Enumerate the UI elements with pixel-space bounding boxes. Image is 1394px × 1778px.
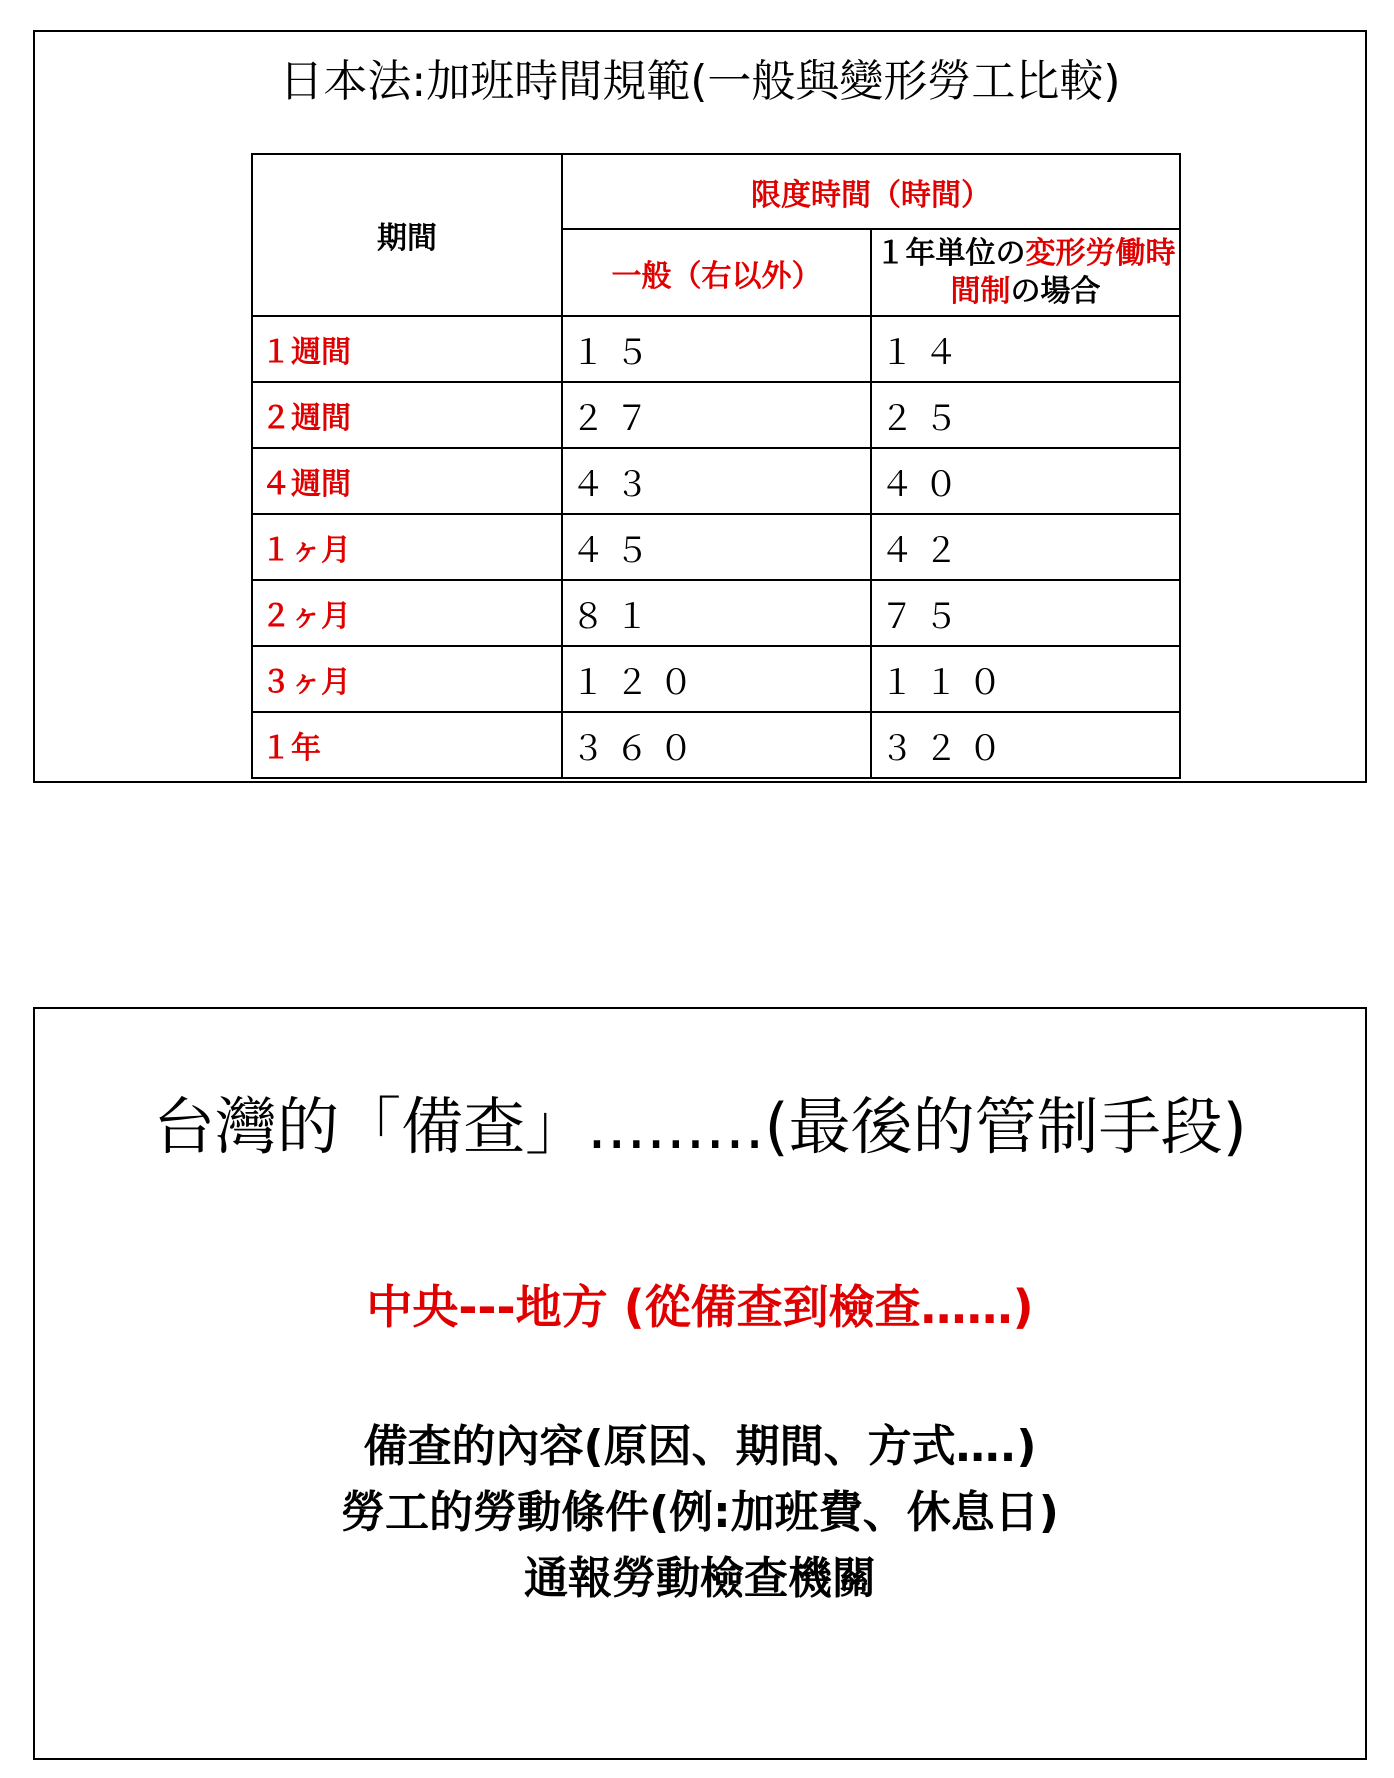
general-hours-cell: ４３ bbox=[562, 448, 871, 514]
variable-hours-cell: １４ bbox=[871, 316, 1180, 382]
list-item: 備查的內容(原因、期間、方式….) bbox=[363, 1421, 1037, 1472]
slide-taiwan-filing bbox=[33, 1007, 1367, 1760]
variable-hours-cell: １１０ bbox=[871, 646, 1180, 712]
slide2-bullet-list bbox=[35, 1414, 1365, 1612]
table-row bbox=[252, 712, 1180, 778]
period-cell: １週間 bbox=[252, 316, 562, 382]
period-cell: １ヶ月 bbox=[252, 514, 562, 580]
period-cell: １年 bbox=[252, 712, 562, 778]
variable-hours-cell: ４２ bbox=[871, 514, 1180, 580]
slide1-title: 日本法:加班時間規範(一般與變形勞工比較) bbox=[279, 56, 1121, 107]
variable-hours-cell: ４０ bbox=[871, 448, 1180, 514]
table-row bbox=[252, 316, 1180, 382]
header-limit-hours: 限度時間（時間） bbox=[562, 154, 1180, 229]
header-variable-part3: の場合 bbox=[1010, 273, 1101, 309]
slide-japan-overtime bbox=[33, 30, 1367, 783]
period-cell: ３ヶ月 bbox=[252, 646, 562, 712]
header-variable-part2: 変形労働時間制 bbox=[950, 235, 1176, 309]
overtime-limits-table bbox=[251, 153, 1181, 779]
variable-hours-cell: ３２０ bbox=[871, 712, 1180, 778]
slide2-subtitle: 中央---地方 (從備查到檢查……) bbox=[366, 1280, 1034, 1334]
slide2-title: 台灣的「備查」.........(最後的管制手段) bbox=[153, 1090, 1247, 1163]
variable-hours-cell: ７５ bbox=[871, 580, 1180, 646]
general-hours-cell: ４５ bbox=[562, 514, 871, 580]
list-item: 勞工的勞動條件(例:加班費、休息日) bbox=[341, 1487, 1059, 1538]
general-hours-cell: ８１ bbox=[562, 580, 871, 646]
table-row bbox=[252, 580, 1180, 646]
general-hours-cell: ２７ bbox=[562, 382, 871, 448]
table-row bbox=[252, 448, 1180, 514]
period-cell: ２ヶ月 bbox=[252, 580, 562, 646]
general-hours-cell: ３６０ bbox=[562, 712, 871, 778]
header-variable-part1: １年単位の bbox=[875, 235, 1026, 271]
variable-hours-cell: ２５ bbox=[871, 382, 1180, 448]
header-general: 一般（右以外） bbox=[562, 229, 871, 316]
table-row bbox=[252, 382, 1180, 448]
table-row bbox=[252, 514, 1180, 580]
header-variable-system bbox=[871, 229, 1180, 316]
general-hours-cell: １２０ bbox=[562, 646, 871, 712]
table-row bbox=[252, 646, 1180, 712]
list-item: 通報勞動檢查機關 bbox=[524, 1553, 876, 1604]
period-cell: ２週間 bbox=[252, 382, 562, 448]
header-period: 期間 bbox=[252, 154, 562, 316]
period-cell: ４週間 bbox=[252, 448, 562, 514]
general-hours-cell: １５ bbox=[562, 316, 871, 382]
